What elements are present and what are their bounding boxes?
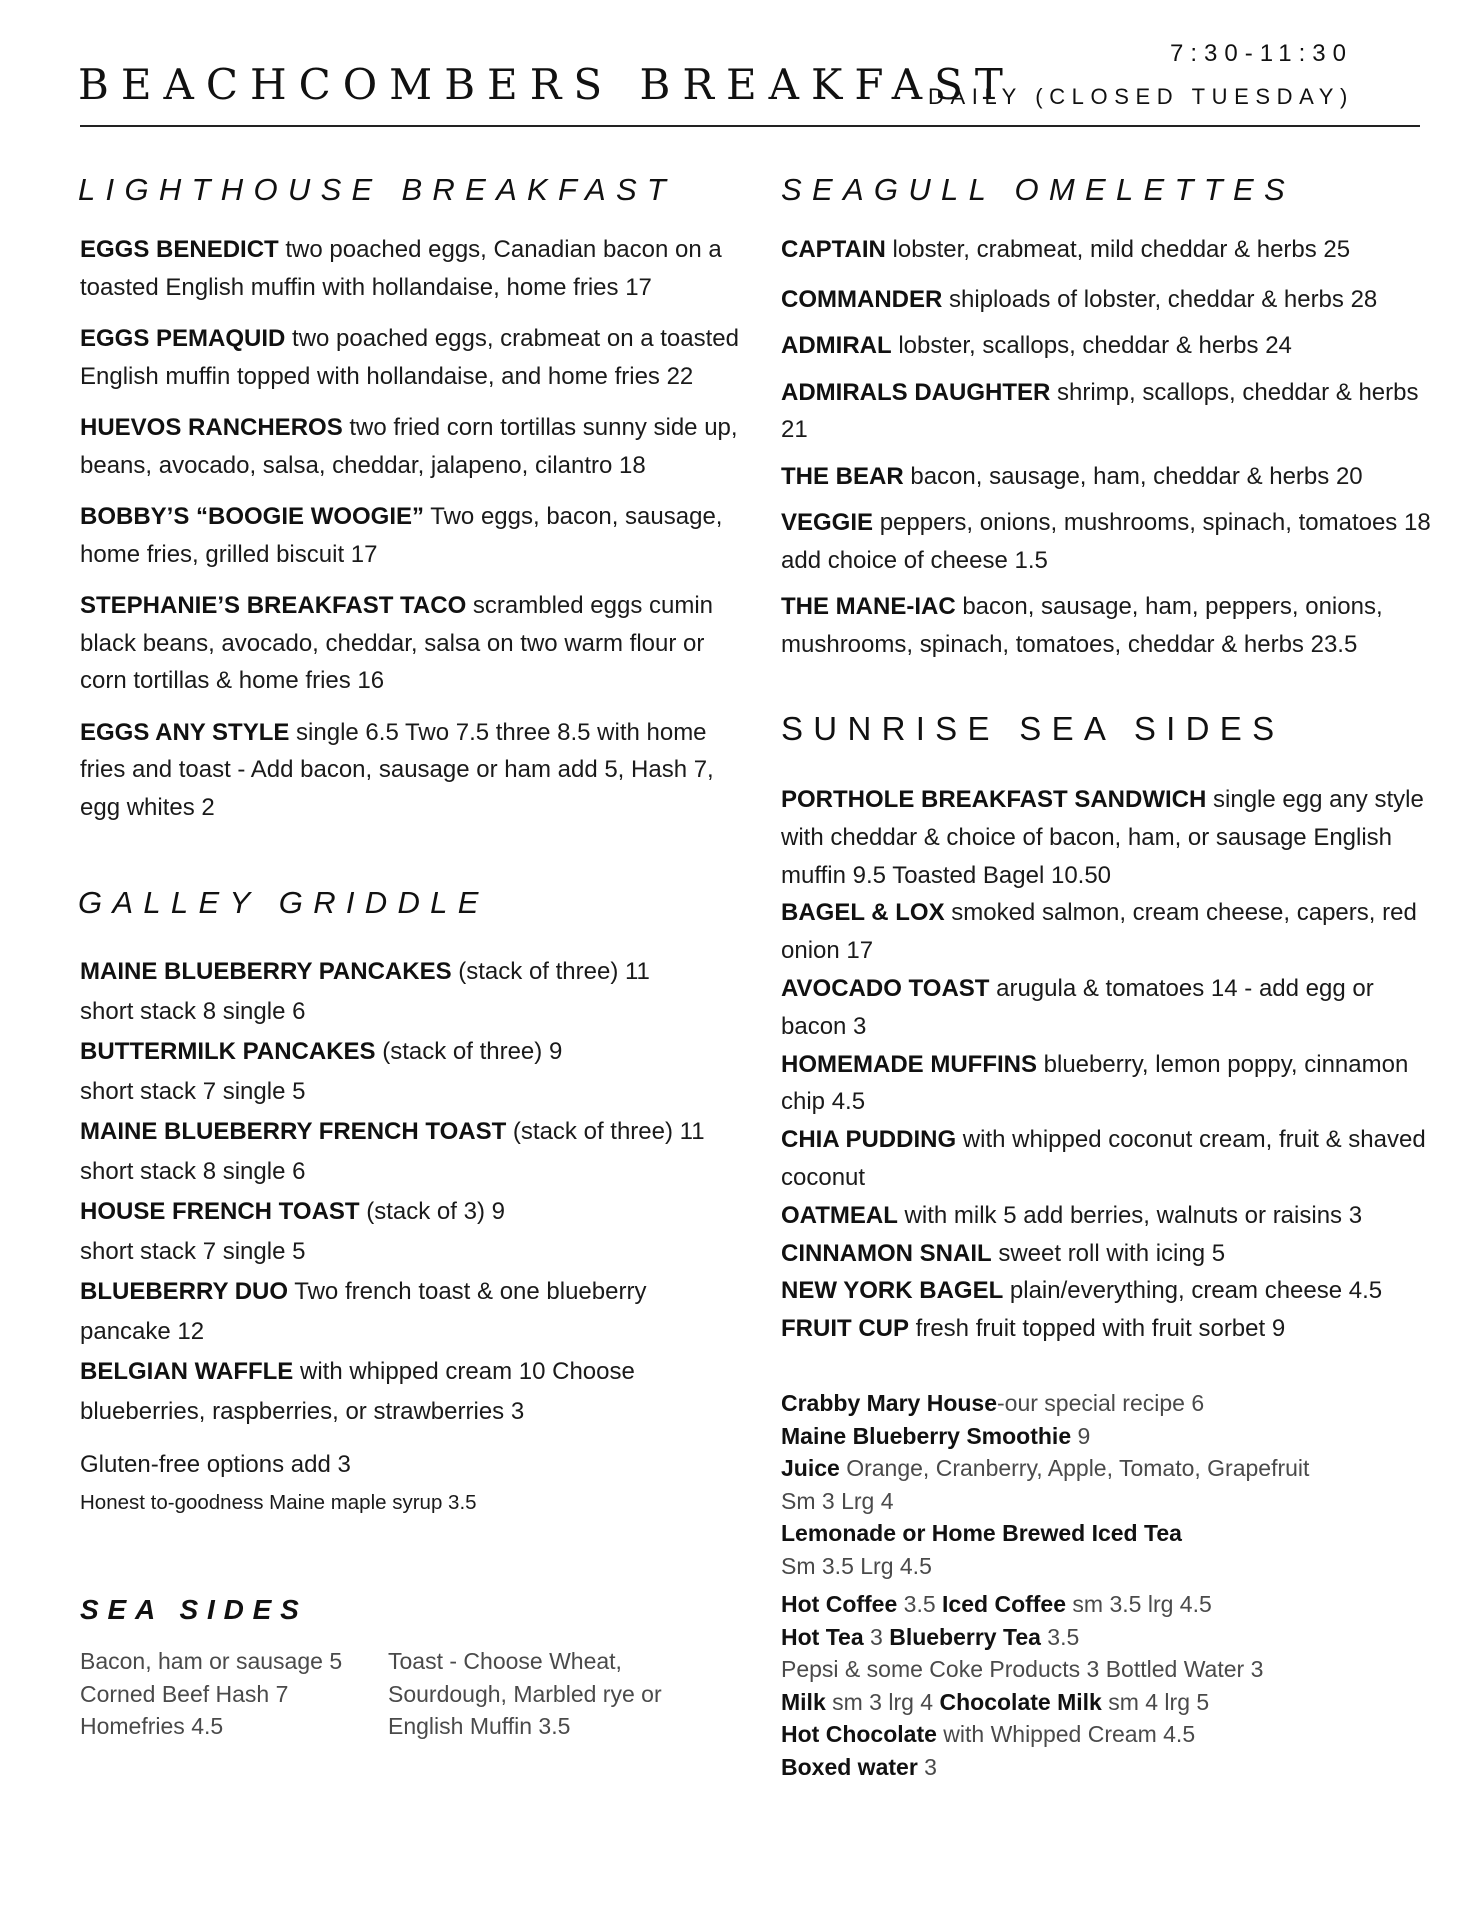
item-name: EGGS PEMAQUID	[80, 325, 286, 352]
item-name: HOMEMADE MUFFINS	[781, 1050, 1037, 1078]
item-desc: arugula & tomatoes 14 - add egg or bacon 3	[781, 974, 1374, 1040]
section-title-sunrise: SUNRISE SEA SIDES	[781, 710, 1285, 747]
drink-milk	[781, 1686, 1441, 1719]
menu-item	[781, 1310, 1431, 1348]
drink-name: Hot Coffee	[781, 1591, 898, 1617]
section-title-seagull: SEAGULL OMELETTES	[781, 172, 1295, 207]
menu-title: BEACHCOMBERS BREAKFAST	[78, 60, 1015, 109]
maple-syrup-note: Honest to-goodness Maine maple syrup 3.5	[80, 1491, 477, 1514]
drink-name: Hot Chocolate	[781, 1721, 937, 1747]
item-name: PORTHOLE BREAKFAST SANDWICH	[781, 786, 1207, 813]
menu-item	[781, 458, 1431, 496]
menu-item	[781, 327, 1431, 365]
menu-item	[781, 894, 1431, 970]
item-name: BUTTERMILK PANCAKES	[80, 1038, 376, 1065]
drink-crabby-mary	[781, 1387, 1441, 1420]
item-name: BOBBY’S “BOOGIE WOOGIE”	[80, 503, 425, 530]
drink-boxed-water	[781, 1751, 1441, 1784]
drink-lemonade-sizes: Sm 3.5 Lrg 4.5	[781, 1552, 932, 1579]
menu-item	[80, 952, 760, 992]
drink-name: Crabby Mary House	[781, 1390, 998, 1416]
drink-name: Chocolate Milk	[939, 1688, 1102, 1715]
menu-item	[781, 374, 1431, 449]
drink-hot-chocolate	[781, 1718, 1441, 1751]
item-desc: two poached eggs, Canadian bacon on a toasted English muffin with hollandaise, home fries 17	[80, 236, 722, 301]
header-divider	[80, 125, 1420, 127]
drink-desc: with Whipped Cream 4.5	[936, 1721, 1196, 1747]
drink-desc: 3	[863, 1623, 890, 1650]
menu-item	[80, 1032, 760, 1072]
item-desc: blueberry, lemon poppy, cinnamon chip 4.5	[781, 1050, 1409, 1116]
side-item: Sourdough, Marbled rye or	[388, 1680, 662, 1707]
item-name: COMMANDER	[781, 285, 943, 313]
menu-item	[781, 1046, 1431, 1122]
drink-desc: sm 3 lrg 4	[825, 1688, 940, 1715]
item-line2: short stack 8 single 6	[80, 998, 306, 1025]
menu-item	[781, 970, 1431, 1046]
drink-desc: 3.5	[1040, 1623, 1080, 1650]
item-name: OATMEAL	[781, 1201, 898, 1229]
drink-desc: Orange, Cranberry, Apple, Tomato, Grapefruit	[839, 1455, 1310, 1481]
item-desc: bacon, sausage, ham, peppers, onions, mushrooms, spinach, tomatoes, cheddar & herbs 23.5	[781, 593, 1383, 658]
side-item: Corned Beef Hash 7	[80, 1680, 289, 1707]
item-name: BAGEL & LOX	[781, 899, 945, 927]
section-title-lighthouse: LIGHTHOUSE BREAKFAST	[78, 172, 677, 207]
drink-desc: sm 4 lrg 5	[1101, 1688, 1210, 1715]
item-line2: short stack 8 single 6	[80, 1158, 306, 1185]
item-name: BLUEBERRY DUO	[80, 1278, 289, 1305]
side-item: English Muffin 3.5	[388, 1713, 571, 1739]
menu-item	[781, 1197, 1431, 1235]
item-name: THE BEAR	[781, 462, 904, 490]
menu-item	[80, 714, 745, 827]
menu-item	[80, 320, 745, 395]
drink-tea	[781, 1621, 1441, 1654]
hours-days: DAILY (CLOSED TUESDAY)	[928, 84, 1354, 109]
menu-item	[80, 1192, 760, 1232]
drink-name: Maine Blueberry Smoothie	[781, 1422, 1072, 1449]
drink-desc: -our special recipe 6	[997, 1390, 1205, 1416]
menu-item	[80, 587, 745, 700]
menu-item	[80, 498, 745, 573]
section-title-sea-sides: SEA SIDES	[80, 1594, 308, 1625]
galley-list	[80, 952, 760, 1432]
menu-item	[781, 1121, 1431, 1197]
item-desc: with whipped cream 10 Choose	[293, 1358, 635, 1385]
item-name: THE MANE-IAC	[781, 593, 956, 620]
item-desc: (stack of three) 9	[375, 1038, 563, 1065]
item-desc: (stack of three) 11	[506, 1118, 705, 1145]
menu-item	[80, 1352, 760, 1392]
drink-name: Blueberry Tea	[889, 1623, 1041, 1650]
item-desc: bacon, sausage, ham, cheddar & herbs 20	[903, 462, 1363, 490]
item-desc: (stack of three) 11	[451, 958, 650, 985]
item-name: HUEVOS RANCHEROS	[80, 414, 343, 441]
item-name: ADMIRAL	[781, 332, 892, 359]
item-line2: short stack 7 single 5	[80, 1238, 306, 1265]
drink-smoothie	[781, 1420, 1441, 1453]
menu-item	[80, 409, 745, 484]
drink-name: Lemonade or Home Brewed Iced Tea	[781, 1520, 1182, 1546]
menu-item	[80, 231, 745, 306]
item-name: MAINE BLUEBERRY FRENCH TOAST	[80, 1118, 507, 1145]
drink-name: Hot Tea	[781, 1623, 864, 1650]
item-name: STEPHANIE’S BREAKFAST TACO	[80, 592, 467, 619]
item-name: FRUIT CUP	[781, 1315, 909, 1343]
item-name: EGGS ANY STYLE	[80, 718, 290, 746]
item-name: CHIA PUDDING	[781, 1126, 957, 1154]
drink-desc: 3.5	[897, 1591, 943, 1617]
drink-coffee	[781, 1588, 1441, 1621]
sunrise-list	[781, 781, 1431, 1348]
menu-item	[80, 1112, 760, 1152]
drink-desc: 3	[917, 1753, 937, 1780]
item-line2: blueberries, raspberries, or strawberries 3	[80, 1398, 525, 1425]
item-desc: with whipped coconut cream, fruit & shaved coconut	[781, 1126, 1426, 1191]
drink-lemonade	[781, 1517, 1441, 1550]
menu-item	[80, 1272, 760, 1312]
item-desc: Two eggs, bacon, sausage, home fries, grilled biscuit 17	[80, 503, 723, 568]
section-title-galley: GALLEY GRIDDLE	[78, 885, 489, 920]
gluten-free-note: Gluten-free options add 3	[80, 1451, 351, 1478]
item-desc: two fried corn tortillas sunny side up, beans, avocado, salsa, cheddar, jalapeno, cilantro 18	[80, 414, 738, 479]
menu-item	[781, 781, 1431, 894]
item-name: MAINE BLUEBERRY PANCAKES	[80, 958, 452, 985]
item-desc: single egg any style with cheddar & choice of bacon, ham, or sausage English muffin 9.5 Toasted Bagel 10.50	[781, 786, 1424, 889]
item-name: CAPTAIN	[781, 236, 886, 263]
item-desc: smoked salmon, cream cheese, capers, red onion 17	[781, 899, 1417, 965]
item-name: CINNAMON SNAIL	[781, 1239, 992, 1267]
item-desc: peppers, onions, mushrooms, spinach, tomatoes 18 add choice of cheese 1.5	[781, 509, 1431, 574]
item-desc: (stack of 3) 9	[359, 1198, 505, 1225]
menu-item	[781, 1235, 1431, 1273]
item-desc: scrambled eggs cumin black beans, avocado, cheddar, salsa on two warm flour or corn tortillas & home fries 16	[80, 592, 714, 694]
drink-name: Boxed water	[781, 1753, 918, 1780]
menu-item	[781, 281, 1431, 319]
item-desc: Two french toast & one blueberry	[288, 1278, 647, 1305]
item-desc: shiploads of lobster, cheddar & herbs 28	[942, 285, 1378, 313]
item-name: EGGS BENEDICT	[80, 236, 279, 263]
drink-juice	[781, 1452, 1441, 1485]
item-name: AVOCADO TOAST	[781, 974, 990, 1002]
drink-desc: sm 3.5 lrg 4.5	[1066, 1591, 1212, 1617]
item-name: VEGGIE	[781, 509, 874, 536]
item-desc: plain/everything, cream cheese 4.5	[1003, 1277, 1383, 1305]
item-name: NEW YORK BAGEL	[781, 1277, 1004, 1305]
sea-sides-col1	[80, 1645, 380, 1743]
item-desc: two poached eggs, crabmeat on a toasted English muffin topped with hollandaise, and home fries 22	[80, 325, 739, 390]
drink-name: Milk	[781, 1688, 826, 1715]
lighthouse-list	[80, 231, 745, 840]
item-desc: with milk 5 add berries, walnuts or raisins 3	[897, 1201, 1363, 1229]
menu-item	[781, 1272, 1431, 1310]
item-desc: sweet roll with icing 5	[991, 1239, 1226, 1267]
sea-sides-col2	[388, 1645, 708, 1743]
item-desc: single 6.5 Two 7.5 three 8.5 with home fries and toast - Add bacon, sausage or ham add 5, Hash 7, egg whites 2	[80, 718, 714, 821]
drink-name: Juice	[781, 1455, 840, 1481]
item-desc: lobster, scallops, cheddar & herbs 24	[891, 332, 1292, 359]
seagull-list	[781, 231, 1431, 677]
item-desc: lobster, crabmeat, mild cheddar & herbs 25	[885, 236, 1351, 263]
item-desc: shrimp, scallops, cheddar & herbs 21	[781, 378, 1419, 443]
drink-juice-sizes: Sm 3 Lrg 4	[781, 1487, 894, 1514]
drink-desc: 9	[1071, 1422, 1091, 1449]
menu-item	[781, 588, 1431, 663]
side-item: Toast - Choose Wheat,	[388, 1648, 622, 1674]
item-line2: short stack 7 single 5	[80, 1078, 306, 1105]
item-line2: pancake 12	[80, 1318, 205, 1345]
side-item: Homefries 4.5	[80, 1713, 224, 1739]
hours-time: 7:30-11:30	[1170, 40, 1353, 67]
menu-item	[781, 504, 1431, 579]
drinks-list	[781, 1387, 1441, 1783]
menu-item	[781, 231, 1431, 269]
drink-soda: Pepsi & some Coke Products 3 Bottled Water 3	[781, 1656, 1264, 1682]
item-name: HOUSE FRENCH TOAST	[80, 1198, 360, 1225]
item-name: BELGIAN WAFFLE	[80, 1358, 294, 1385]
item-desc: fresh fruit topped with fruit sorbet 9	[909, 1315, 1286, 1343]
item-name: ADMIRALS DAUGHTER	[781, 378, 1051, 406]
drink-name: Iced Coffee	[942, 1591, 1067, 1617]
side-item: Bacon, ham or sausage 5	[80, 1648, 343, 1674]
